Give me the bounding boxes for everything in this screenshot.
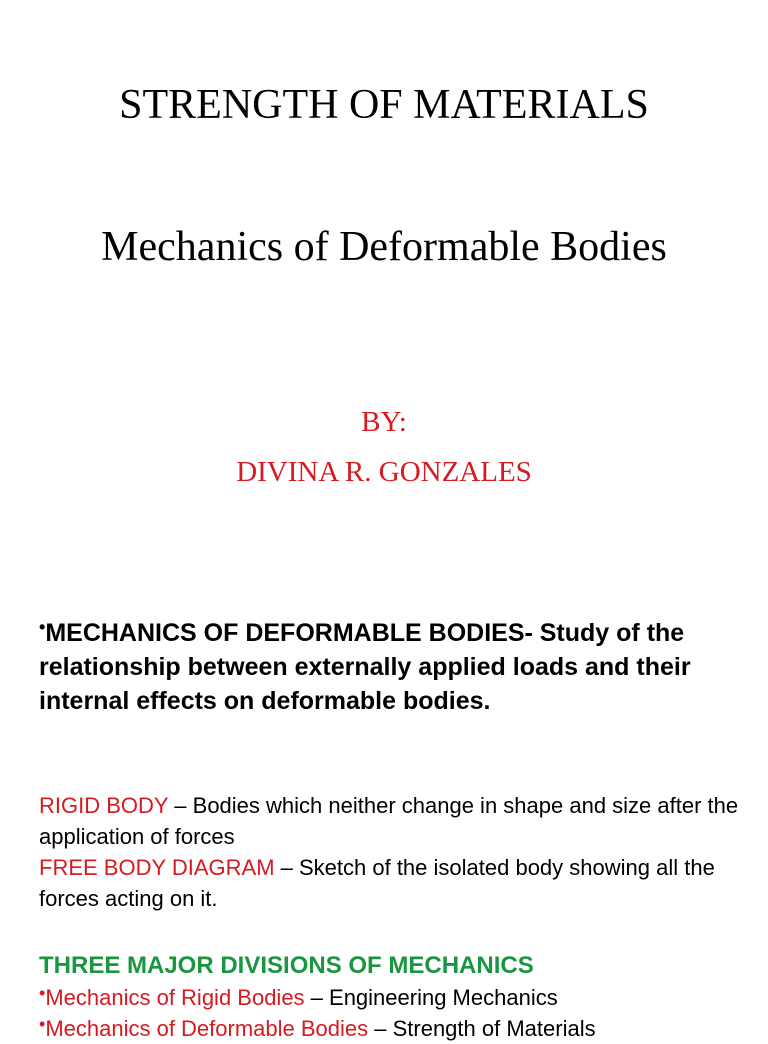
by-label: BY: (361, 406, 407, 438)
division-item (39, 982, 768, 1013)
term-free-body-diagram (39, 852, 739, 914)
page-subtitle: Mechanics of Deformable Bodies (101, 224, 667, 270)
divisions-heading: THREE MAJOR DIVISIONS OF MECHANICS (39, 952, 534, 979)
term-description: – Sketch of the isolated body showing all the forces acting on it. (39, 855, 715, 911)
bullet-icon: • (39, 617, 46, 637)
definition-term: MECHANICS OF DEFORMABLE BODIES- (45, 619, 533, 647)
division-name: Mechanics of Deformable Bodies (45, 1016, 369, 1041)
term-description: – Bodies which neither change in shape and size after the application of forces (39, 793, 739, 849)
division-name: Mechanics of Rigid Bodies (45, 985, 305, 1010)
bullet-icon: • (39, 1014, 46, 1034)
definition-paragraph (39, 616, 739, 718)
terms-block (39, 790, 739, 914)
divisions-block (39, 950, 768, 1044)
author-name: DIVINA R. GONZALES (236, 456, 532, 488)
term-label: RIGID BODY (39, 793, 169, 818)
bullet-icon: • (39, 983, 46, 1003)
division-text: – Strength of Materials (368, 1016, 596, 1041)
term-rigid-body (39, 790, 739, 852)
definition-text: Study of the relationship between externally applied loads and their internal effects on deformable bodies. (39, 619, 691, 715)
division-text: – Engineering Mechanics (304, 985, 558, 1010)
page-title: STRENGTH OF MATERIALS (119, 82, 649, 128)
term-label: FREE BODY DIAGRAM (39, 855, 275, 880)
division-item (39, 1013, 768, 1044)
